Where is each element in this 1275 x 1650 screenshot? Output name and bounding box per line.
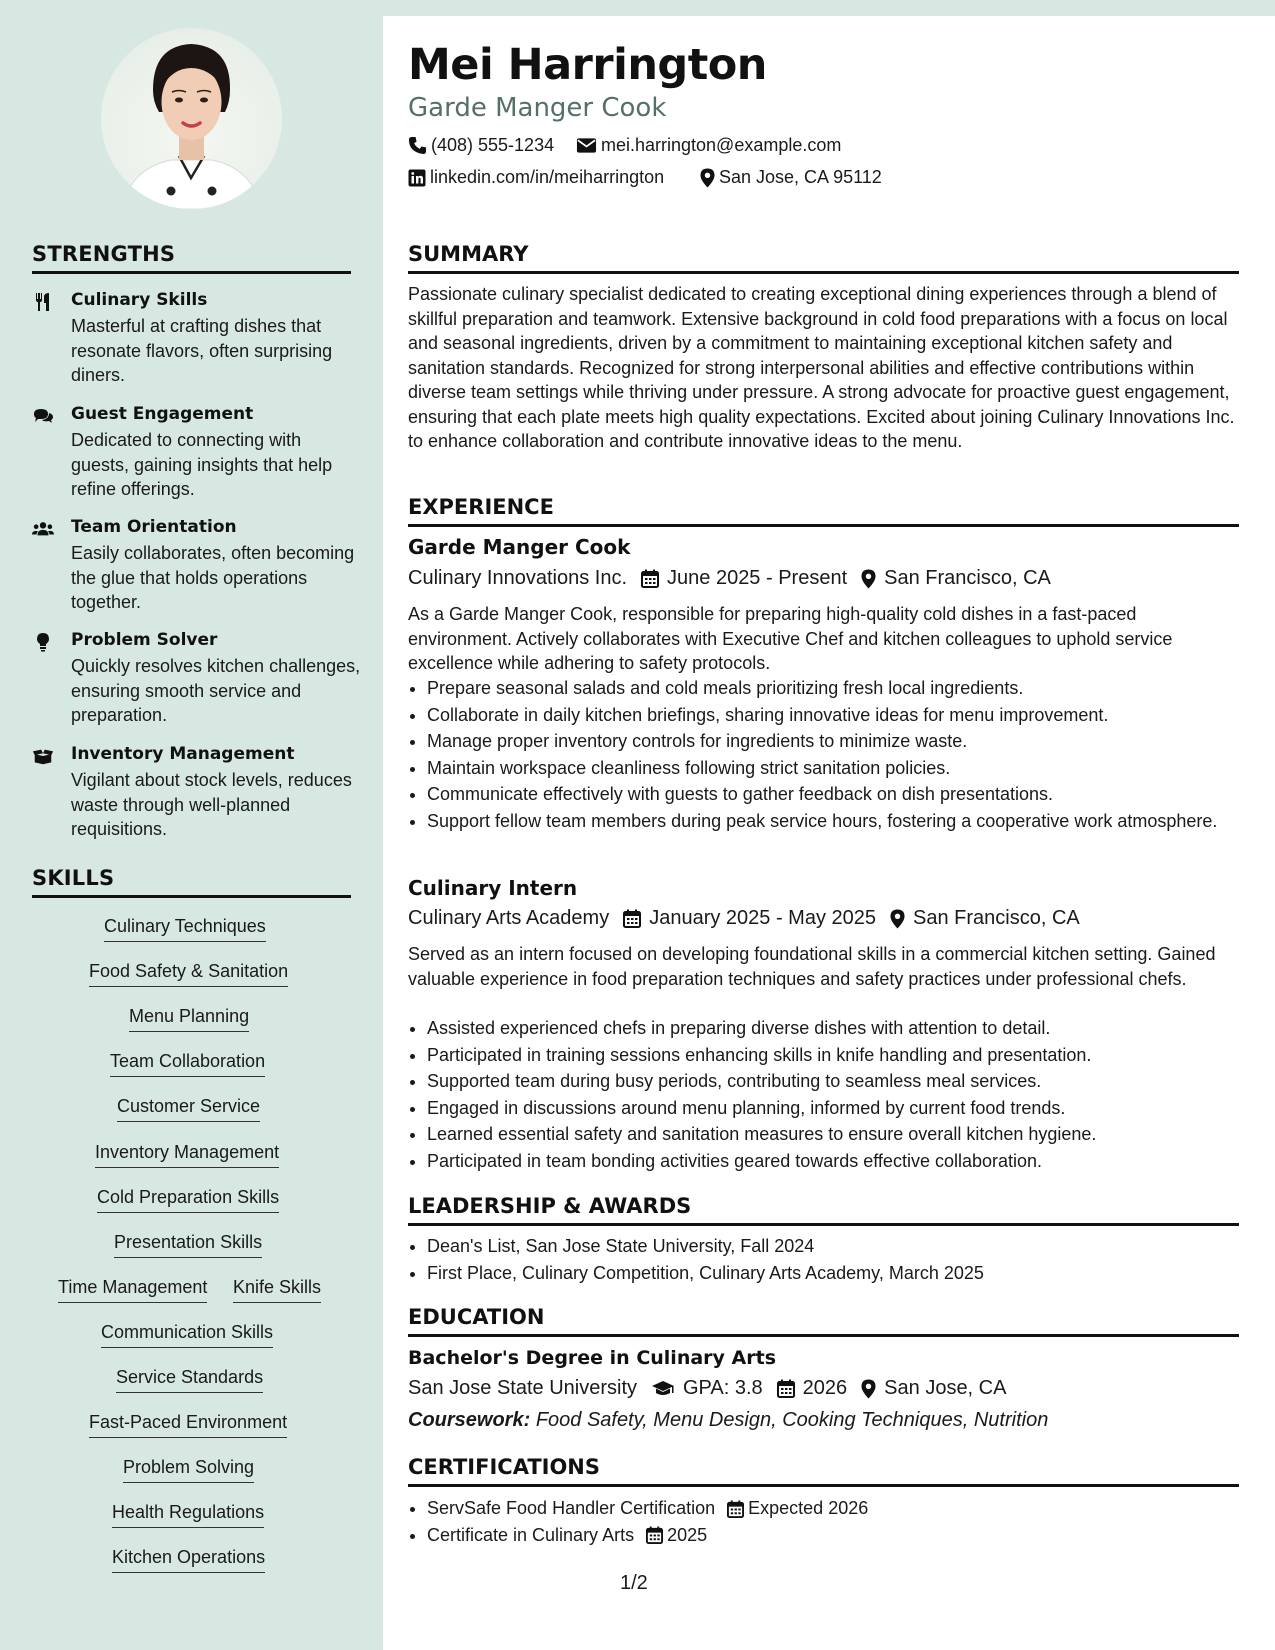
strength-item [32, 517, 355, 617]
skill-tag: Problem Solving [123, 1457, 254, 1483]
contact-email[interactable] [576, 135, 841, 156]
strength-title: Team Orientation [71, 517, 237, 537]
map-pin-icon [861, 569, 876, 589]
calendar-icon [646, 1526, 663, 1544]
job-title: Culinary Intern [408, 876, 578, 900]
job-bullets [408, 676, 1237, 835]
job-meta [408, 567, 1051, 590]
contact-linkedin[interactable] [408, 167, 664, 188]
strength-item [32, 290, 352, 390]
job-meta [408, 907, 1080, 930]
coursework-label: Coursework: [408, 1409, 531, 1431]
certification-date: 2025 [667, 1524, 708, 1545]
list-item: • Manage proper inventory controls for ingredients to minimize waste. [427, 729, 1237, 754]
skill-tag: Communication Skills [101, 1322, 273, 1348]
list-item [427, 1496, 1237, 1521]
school-name: San Jose State University [408, 1377, 637, 1399]
list-item: • Communicate effectively with guests to gather feedback on dish presentations. [427, 782, 1237, 807]
phone-text: (408) 555-1234 [431, 135, 555, 155]
map-pin-icon [700, 168, 715, 188]
map-pin-icon [861, 1379, 876, 1399]
certifications-list [408, 1496, 1237, 1549]
email-text: mei.harrington@example.com [601, 135, 842, 155]
summary-heading: SUMMARY [408, 242, 1239, 274]
list-item: • Collaborate in daily kitchen briefings, sharing innovative ideas for menu improvement. [427, 703, 1237, 728]
contact-phone[interactable] [408, 135, 554, 156]
list-item: • Participated in team bonding activities geared towards effective collaboration. [427, 1149, 1237, 1174]
skill-tag: Food Safety & Sanitation [89, 961, 288, 987]
job-bullets [408, 1016, 1237, 1175]
list-item: • Participated in training sessions enhancing skills in knife handling and presentation. [427, 1043, 1237, 1068]
linkedin-text: linkedin.com/in/meiharrington [430, 167, 665, 187]
calendar-icon [641, 569, 659, 588]
skill-tag: Kitchen Operations [112, 1547, 265, 1573]
education-heading: EDUCATION [408, 1305, 1239, 1337]
strength-title: Inventory Management [71, 744, 295, 764]
job-description: Served as an intern focused on developing foundational skills in a commercial kitchen setting. Gained valuable experience in food preparation techniques and safety practices under professional chefs. [408, 944, 1216, 989]
list-item: • Dean's List, San Jose State University, Fall 2024 [427, 1234, 1237, 1259]
gpa-text: GPA: 3.8 [683, 1377, 763, 1399]
strength-item [32, 630, 361, 730]
list-item: • First Place, Culinary Competition, Culinary Arts Academy, March 2025 [427, 1261, 1237, 1286]
skill-tag: Service Standards [116, 1367, 263, 1393]
list-item [427, 1523, 1237, 1548]
skill-tag: Team Collaboration [110, 1051, 265, 1077]
contact-location [700, 167, 882, 188]
list-item: • Supported team during busy periods, contributing to seamless meal services. [427, 1069, 1237, 1094]
phone-icon [408, 136, 427, 155]
list-item: • Learned essential safety and sanitation measures to ensure overall kitchen hygiene. [427, 1122, 1237, 1147]
envelope-icon [576, 137, 597, 154]
strengths-heading: STRENGTHS [32, 242, 351, 274]
certification-date: Expected 2026 [748, 1498, 869, 1518]
school-location: San Jose, CA [884, 1377, 1007, 1399]
users-icon [32, 519, 54, 539]
skill-tag: Fast-Paced Environment [89, 1412, 287, 1438]
candidate-name: Mei Harrington [408, 40, 767, 90]
certification-name: • Certificate in Culinary Arts [427, 1524, 635, 1545]
skill-tag: Inventory Management [95, 1142, 279, 1168]
graduation-year: 2026 [802, 1377, 848, 1399]
summary-text: Passionate culinary specialist dedicated to creating exceptional dining experiences through a blend of skillful preparation and teamwork. Extensive background in cold food preparations with a focus on local and seasonal ingredients, driven by a commitment to maintaining exceptional kitchen safety and sanitation standards. Recognized for strong interpersonal abilities and effective contributions within diverse team settings while thriving under pressure. A strong advocate for proactive guest engagement, ensuring that each plate meets high quality expectations. Excited about joining Culinary Innovations Inc. to enhance collaboration and contribute innovative ideas to the menu. [408, 284, 1235, 451]
strength-description: Dedicated to connecting with guests, gaining insights that help refine offerings. [71, 430, 333, 499]
strength-item [32, 744, 352, 844]
certifications-heading: CERTIFICATIONS [408, 1455, 1239, 1487]
strength-title: Guest Engagement [71, 404, 254, 424]
utensils-icon [32, 292, 54, 312]
map-pin-icon [890, 909, 905, 929]
page-number: 1/2 [620, 1572, 648, 1594]
strength-description: Quickly resolves kitchen challenges, ensuring smooth service and preparation. [71, 656, 361, 725]
strength-title: Culinary Skills [71, 290, 208, 310]
calendar-icon [623, 909, 641, 928]
leadership-heading: LEADERSHIP & AWARDS [408, 1194, 1239, 1226]
graduation-cap-icon [651, 1380, 675, 1398]
skill-tag: Customer Service [117, 1096, 260, 1122]
job-location: San Francisco, CA [913, 907, 1080, 929]
strength-description: Easily collaborates, often becoming the glue that holds operations together. [71, 543, 355, 612]
job-title: Garde Manger Cook [408, 535, 631, 559]
job-location: San Francisco, CA [884, 567, 1051, 589]
strength-item [32, 404, 352, 504]
candidate-role: Garde Manger Cook [408, 93, 667, 123]
skill-tag: Health Regulations [112, 1502, 264, 1528]
profile-photo [101, 28, 282, 209]
job-dates: June 2025 - Present [667, 567, 848, 589]
chef-portrait-image [101, 28, 282, 209]
calendar-icon [727, 1500, 744, 1518]
skill-tag: Knife Skills [233, 1277, 321, 1303]
location-text: San Jose, CA 95112 [719, 167, 882, 187]
skills-heading: SKILLS [32, 866, 351, 898]
certification-name: • ServSafe Food Handler Certification [427, 1498, 716, 1518]
list-item: • Support fellow team members during peak service hours, fostering a cooperative work atmosphere. [427, 809, 1237, 834]
linkedin-icon [408, 169, 426, 187]
education-meta [408, 1377, 1006, 1400]
calendar-icon [777, 1379, 795, 1398]
skill-tag: Culinary Techniques [104, 916, 266, 942]
lightbulb-icon [32, 632, 54, 652]
job-dates: January 2025 - May 2025 [649, 907, 877, 929]
strength-description: Masterful at crafting dishes that resonate flavors, often surprising diners. [71, 316, 333, 385]
skill-tag: Cold Preparation Skills [97, 1187, 279, 1213]
list-item: • Engaged in discussions around menu planning, informed by current food trends. [427, 1096, 1237, 1121]
job-company: Culinary Innovations Inc. [408, 567, 628, 589]
job-company: Culinary Arts Academy [408, 907, 610, 929]
coursework [408, 1409, 1048, 1432]
list-item: • Prepare seasonal salads and cold meals prioritizing fresh local ingredients. [427, 676, 1237, 701]
list-item: • Maintain workspace cleanliness following strict sanitation policies. [427, 756, 1237, 781]
strength-title: Problem Solver [71, 630, 218, 650]
skill-tag: Presentation Skills [114, 1232, 262, 1258]
strength-description: Vigilant about stock levels, reduces waste through well-planned requisitions. [71, 770, 352, 839]
list-item: • Assisted experienced chefs in preparing diverse dishes with attention to detail. [427, 1016, 1237, 1041]
coursework-text: Food Safety, Menu Design, Cooking Techniques, Nutrition [535, 1409, 1049, 1431]
degree-title: Bachelor's Degree in Culinary Arts [408, 1347, 777, 1369]
skill-tag: Time Management [58, 1277, 207, 1303]
box-icon [32, 746, 54, 766]
job-description: As a Garde Manger Cook, responsible for preparing high-quality cold dishes in a fast-paced environment. Actively collaborates with Executive Chef and kitchen colleagues to uphold service excellence while adhering to safety protocols. [408, 604, 1173, 673]
skill-tag: Menu Planning [129, 1006, 249, 1032]
leadership-list [408, 1234, 1237, 1287]
comments-icon [32, 406, 54, 426]
experience-heading: EXPERIENCE [408, 495, 1239, 527]
